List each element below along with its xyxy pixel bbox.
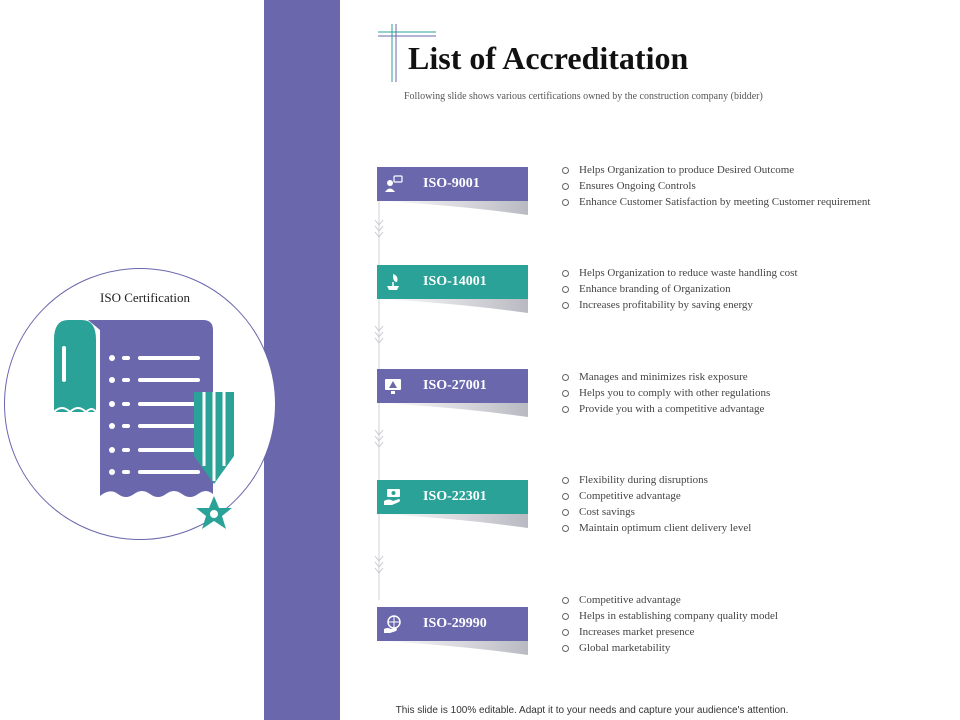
iso-9001-label: ISO-9001: [423, 176, 480, 191]
purple-vertical-band: [264, 0, 340, 720]
list-item: Manages and minimizes risk exposure: [562, 369, 770, 385]
iso-22301-tag: [377, 480, 528, 514]
iso-27001-label: ISO-27001: [423, 378, 487, 393]
iso-29990-points: [562, 592, 778, 656]
list-item: Maintain optimum client delivery level: [562, 520, 751, 536]
iso-14001-label: ISO-14001: [423, 274, 487, 289]
warning-monitor-icon: [383, 376, 403, 396]
list-item: Competitive advantage: [562, 592, 778, 608]
tag-shadow: [377, 403, 528, 417]
certificate-panel-label: ISO Certification: [100, 290, 190, 305]
tag-shadow: [377, 514, 528, 528]
list-item: Competitive advantage: [562, 488, 751, 504]
list-item: Global marketability: [562, 640, 778, 656]
iso-9001-points: [562, 162, 870, 210]
customer-service-icon: [383, 174, 403, 194]
list-item: Helps in establishing company quality model: [562, 608, 778, 624]
list-item: Increases market presence: [562, 624, 778, 640]
tag-shadow: [377, 641, 528, 655]
list-item: Flexibility during disruptions: [562, 472, 751, 488]
iso-22301-points: [562, 472, 751, 536]
list-item: Helps Organization to produce Desired Outcome: [562, 162, 870, 178]
iso-27001-points: [562, 369, 770, 417]
tag-shadow: [377, 201, 528, 215]
iso-22301-label: ISO-22301: [423, 489, 487, 504]
iso-9001-tag: [377, 167, 528, 201]
iso-29990-label: ISO-29990: [423, 616, 487, 631]
slide-title: List of Accreditation: [408, 40, 689, 76]
tag-shadow: [377, 299, 528, 313]
list-item: Helps Organization to reduce waste handling cost: [562, 265, 798, 281]
list-item: Enhance Customer Satisfaction by meeting Customer requirement: [562, 194, 870, 210]
money-hand-icon: [383, 487, 403, 507]
list-item: Ensures Ongoing Controls: [562, 178, 870, 194]
slide-footer: This slide is 100% editable. Adapt it to your needs and capture your audience's attention.: [395, 705, 789, 716]
iso-14001-tag: [377, 265, 528, 299]
certificate-scroll-icon: [48, 316, 238, 536]
list-item: Increases profitability by saving energy: [562, 297, 798, 313]
slide-subtitle: Following slide shows various certifications owned by the construction company (bidder): [404, 91, 763, 102]
iso-29990-tag: [377, 607, 528, 641]
list-item: Cost savings: [562, 504, 751, 520]
list-item: Helps you to comply with other regulations: [562, 385, 770, 401]
eco-plant-icon: [383, 272, 403, 292]
list-item: Provide you with a competitive advantage: [562, 401, 770, 417]
list-item: Enhance branding of Organization: [562, 281, 798, 297]
iso-27001-tag: [377, 369, 528, 403]
iso-14001-points: [562, 265, 798, 313]
global-market-icon: [383, 614, 403, 634]
